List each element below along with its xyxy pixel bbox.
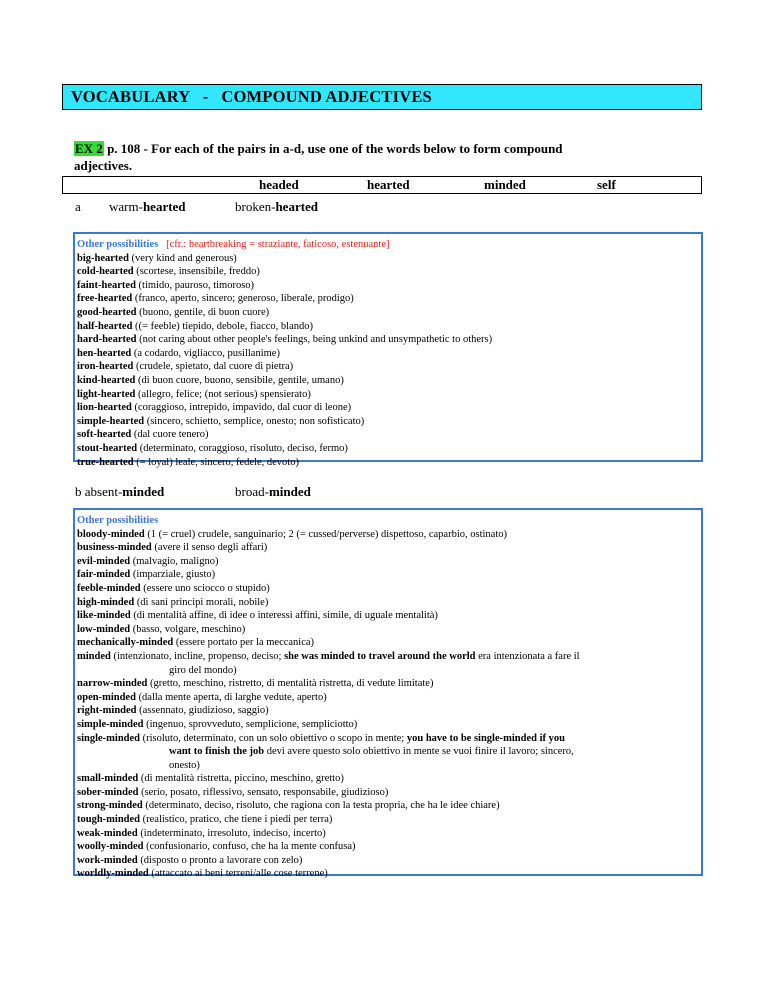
- box-a-header: [77, 238, 697, 252]
- entry-half-hearted: half-hearted ((= feeble) tiepido, debole, fiacco, blando): [77, 320, 313, 332]
- entry-feeble-minded: feeble-minded (essere uno sciocco o stupido): [77, 582, 270, 594]
- entry-weak-minded: weak-minded (indeterminato, irresoluto, indeciso, incerto): [77, 827, 326, 839]
- box-hearted-possibilities: [73, 232, 703, 468]
- pair-a-word2: broken-hearted: [235, 199, 319, 214]
- entry-free-hearted: free-hearted (franco, aperto, sincero; generoso, liberale, prodigo): [77, 293, 354, 305]
- page-title: VOCABULARY - COMPOUND ADJECTIVES: [71, 87, 432, 106]
- box-minded-possibilities: [73, 508, 703, 880]
- minded-list-3: [77, 772, 697, 881]
- pair-a-letter: a: [75, 199, 81, 214]
- entry-evil-minded: evil-minded (malvagio, maligno): [77, 555, 219, 567]
- entry-iron-hearted: iron-hearted (crudele, spietato, dal cuore di pietra): [77, 361, 294, 373]
- entry-worldly-minded: worldly-minded (attaccato ai beni terreni/alle cose terrene): [77, 868, 328, 880]
- box-a-heading: Other possibilities: [77, 239, 159, 250]
- entry-right-minded: right-minded (assennato, giudizioso, saggio): [77, 705, 269, 717]
- entry-like-minded: like-minded (di mentalità affine, di idee o interessi affini, simile, di uguale mentalità): [77, 610, 438, 622]
- entry-narrow-minded: narrow-minded (gretto, meschino, ristretto, di mentalità ristretta, di vedute limitate): [77, 678, 434, 690]
- word-bank-item: headed: [259, 177, 299, 192]
- entry-simple-hearted: simple-hearted (sincero, schietto, semplice, onesto; non sofisticato): [77, 415, 365, 427]
- entry-cold-hearted: cold-hearted (scortese, insensibile, freddo): [77, 266, 260, 278]
- entry-soft-hearted: soft-hearted (dal cuore tenero): [77, 429, 209, 441]
- entry-good-hearted: good-hearted (buono, gentile, di buon cuore): [77, 306, 270, 318]
- entry-work-minded: work-minded (disposto o pronto a lavorare con zelo): [77, 854, 303, 866]
- entry-hard-hearted: hard-hearted (not caring about other people's feelings, being unkind and unsympathetic to others): [77, 334, 493, 346]
- entry-bloody-minded: bloody-minded (1 (= cruel) crudele, sanguinario; 2 (= cussed/perverse) dispettoso, caparbio, ostinato): [77, 528, 507, 540]
- entry-mechanically-minded: mechanically-minded (essere portato per la meccanica): [77, 637, 315, 649]
- word-bank-item: minded: [484, 177, 526, 192]
- entry-true-hearted: true-hearted (= loyal) leale, sincero, fedele, devoto): [77, 456, 299, 468]
- entry-strong-minded: strong-minded (determinato, deciso, risoluto, che ragiona con la testa propria, che ha le idee chiare): [77, 800, 500, 812]
- minded-entry: minded (intenzionato, incline, propenso, deciso; she was minded to travel around the world era intenzionata a fare il giro del mondo): [77, 650, 580, 676]
- exercise-line-2: adjectives.: [74, 158, 133, 173]
- entry-woolly-minded: woolly-minded (confusionario, confuso, che ha la mente confusa): [77, 841, 356, 853]
- pair-b-word1: b absent-minded: [75, 484, 165, 499]
- single-minded-entry: single-minded (risoluto, determinato, con un solo obiettivo o scopo in mente; you have to be single-minded if you want to finish the job devi avere questo solo obiettivo in mente se vuoi finire il lavoro; sincero, onesto): [77, 732, 574, 771]
- box-a-note: [cfr.: heartbreaking = straziante, faticoso, estenuante]: [166, 239, 390, 250]
- entry-small-minded: small-minded (di mentalità ristretta, piccino, meschino, gretto): [77, 773, 344, 785]
- pair-b-word2: broad-minded: [235, 484, 311, 499]
- entry-simple-minded: simple-minded (ingenuo, sprovveduto, semplicione, sempliciotto): [77, 718, 358, 730]
- entry-sober-minded: sober-minded (serio, posato, riflessivo, sensato, responsabile, giudizioso): [77, 786, 389, 798]
- entry-business-minded: business-minded (avere il senso degli affari): [77, 542, 268, 554]
- word-bank-item: hearted: [367, 177, 410, 192]
- hearted-list: [77, 252, 697, 470]
- entry-light-hearted: light-hearted (allegro, felice; (not serious) spensierato): [77, 388, 311, 400]
- entry-fair-minded: fair-minded (imparziale, giusto): [77, 569, 216, 581]
- entry-faint-hearted: faint-hearted (timido, pauroso, timoroso): [77, 279, 255, 291]
- pair-a-word1: warm-hearted: [109, 199, 186, 214]
- exercise-tag: EX 2: [75, 141, 103, 156]
- entry-tough-minded: tough-minded (realistico, pratico, che tiene i piedi per terra): [77, 814, 333, 826]
- title-banner: [62, 84, 702, 110]
- entry-hen-hearted: hen-hearted (a codardo, vigliacco, pusillanime): [77, 347, 280, 359]
- entry-kind-hearted: kind-hearted (di buon cuore, buono, sensibile, gentile, umano): [77, 374, 344, 386]
- entry-big-hearted: big-hearted (very kind and generous): [77, 252, 237, 264]
- word-bank-item: self: [597, 177, 616, 192]
- entry-lion-hearted: lion-hearted (coraggioso, intrepido, impavido, dal cuor di leone): [77, 402, 352, 414]
- minded-list-1: [77, 528, 697, 650]
- entry-open-minded: open-minded (dalla mente aperta, di larghe vedute, aperto): [77, 691, 327, 703]
- exercise-line-1: p. 108 - For each of the pairs in a-d, use one of the words below to form compound: [103, 141, 563, 156]
- entry-low-minded: low-minded (basso, volgare, meschino): [77, 623, 246, 635]
- entry-high-minded: high-minded (di sani principi morali, nobile): [77, 596, 269, 608]
- exercise-instruction: [74, 140, 714, 157]
- box-b-heading: Other possibilities: [77, 515, 159, 526]
- minded-list-2: [77, 677, 697, 731]
- word-bank: [62, 176, 702, 194]
- entry-stout-hearted: stout-hearted (determinato, coraggioso, risoluto, deciso, fermo): [77, 442, 348, 454]
